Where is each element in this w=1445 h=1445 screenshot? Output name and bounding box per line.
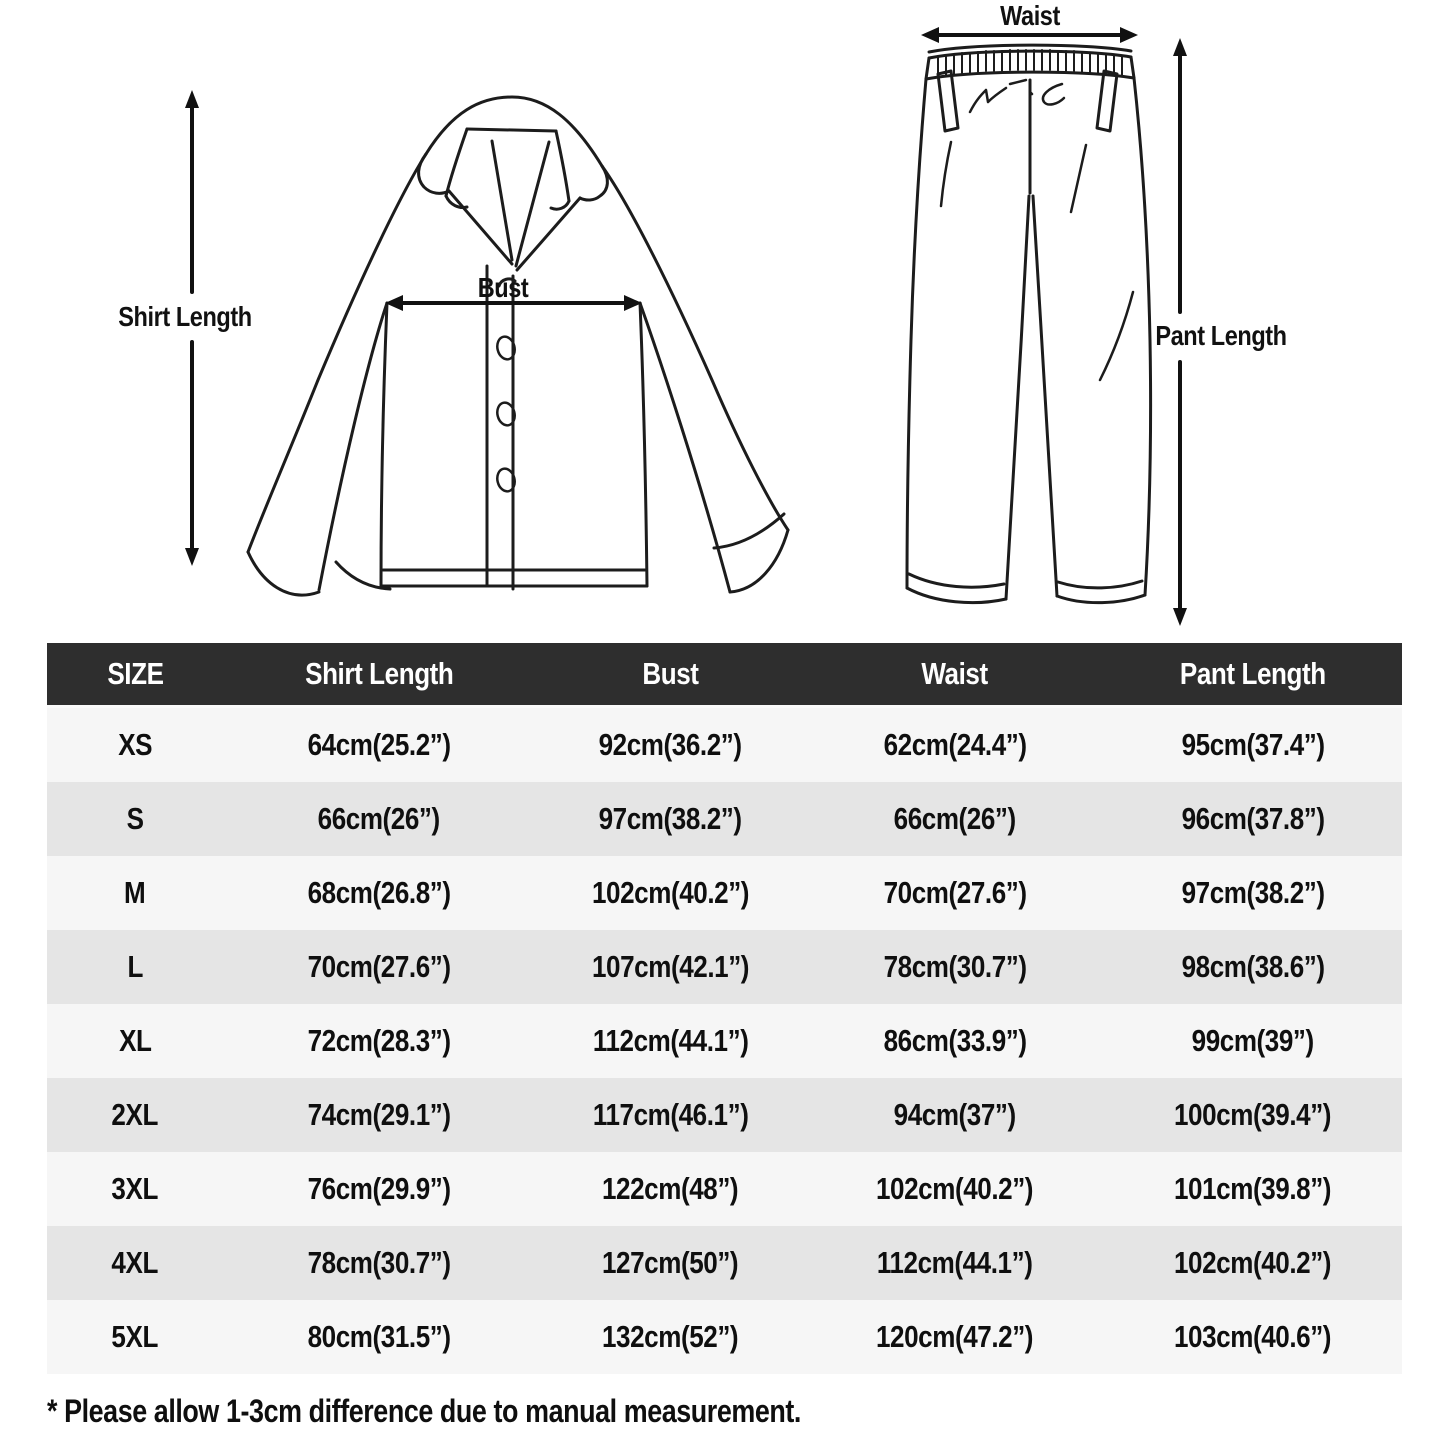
table-cell: 74cm(29.1”) — [307, 1097, 451, 1132]
header-row — [47, 643, 1402, 707]
table-row — [47, 1152, 1402, 1226]
table-cell: 102cm(40.2”) — [876, 1171, 1034, 1206]
column-header-shirt-length: Shirt Length — [223, 643, 535, 707]
size-table-header — [47, 643, 1402, 707]
table-cell: 3XL — [111, 1171, 159, 1206]
table-cell: 120cm(47.2”) — [876, 1319, 1034, 1354]
table-cell: XL — [118, 1023, 152, 1058]
table-cell: 96cm(37.8”) — [1181, 801, 1325, 836]
measurement-diagram — [0, 0, 1445, 643]
table-cell: 2XL — [111, 1097, 159, 1132]
table-cell: 66cm(26”) — [317, 801, 441, 836]
table-cell: L — [127, 949, 143, 984]
table-cell: 95cm(37.4”) — [1181, 727, 1325, 762]
table-row — [47, 856, 1402, 930]
table-cell: 122cm(48”) — [602, 1171, 739, 1206]
table-cell: 86cm(33.9”) — [883, 1023, 1027, 1058]
pajama-shirt-drawing — [248, 97, 788, 595]
table-cell: 98cm(38.6”) — [1181, 949, 1325, 984]
table-cell: 97cm(38.2”) — [598, 801, 742, 836]
table-cell: 4XL — [111, 1245, 159, 1280]
table-cell: 127cm(50”) — [602, 1245, 739, 1280]
table-cell: 102cm(40.2”) — [591, 875, 749, 910]
table-cell: 117cm(46.1”) — [592, 1097, 749, 1132]
column-header-size: SIZE — [47, 643, 223, 707]
shirt-length-label — [106, 301, 265, 333]
size-table — [47, 643, 1402, 1374]
table-cell: 78cm(30.7”) — [307, 1245, 451, 1280]
pajama-pants-drawing — [907, 45, 1151, 603]
column-header-pant-length: Pant Length — [1104, 643, 1402, 707]
waist-label — [994, 0, 1065, 32]
table-cell: XS — [118, 727, 153, 762]
table-cell: S — [126, 801, 144, 836]
table-cell: 76cm(29.9”) — [307, 1171, 451, 1206]
table-cell: 97cm(38.2”) — [1181, 875, 1325, 910]
table-cell: 94cm(37”) — [893, 1097, 1016, 1132]
table-cell: 132cm(52”) — [602, 1319, 739, 1354]
bust-label-text: Bust — [477, 272, 529, 303]
table-cell: 70cm(27.6”) — [883, 875, 1027, 910]
table-cell: 100cm(39.4”) — [1174, 1097, 1332, 1132]
table-cell: 107cm(42.1”) — [591, 949, 749, 984]
table-cell: 70cm(27.6”) — [307, 949, 451, 984]
column-header-bust: Bust — [535, 643, 806, 707]
measurement-footnote-text: * Please allow 1-3cm difference due to manual measurement. — [47, 1393, 801, 1429]
table-cell: 66cm(26”) — [893, 801, 1016, 836]
shirt-length-label-text: Shirt Length — [118, 301, 252, 332]
pant-length-label-text: Pant Length — [1155, 320, 1287, 351]
table-row — [47, 1300, 1402, 1374]
table-cell: 102cm(40.2”) — [1174, 1245, 1332, 1280]
table-cell: M — [124, 875, 146, 910]
table-row — [47, 930, 1402, 1004]
table-cell: 101cm(39.8”) — [1174, 1171, 1332, 1206]
table-row — [47, 1226, 1402, 1300]
table-row — [47, 1078, 1402, 1152]
table-cell: 78cm(30.7”) — [883, 949, 1027, 984]
table-cell: 103cm(40.6”) — [1174, 1319, 1332, 1354]
table-cell: 5XL — [111, 1319, 159, 1354]
table-cell: 68cm(26.8”) — [307, 875, 451, 910]
table-cell: 62cm(24.4”) — [883, 727, 1027, 762]
table-cell: 99cm(39”) — [1191, 1023, 1315, 1058]
bust-label — [473, 272, 533, 304]
column-header-waist: Waist — [806, 643, 1104, 707]
pant-length-label — [1143, 320, 1299, 352]
table-cell: 64cm(25.2”) — [307, 727, 451, 762]
table-cell: 72cm(28.3”) — [307, 1023, 451, 1058]
measurement-footnote — [47, 1393, 945, 1430]
size-table-body — [47, 707, 1402, 1375]
table-cell: 92cm(36.2”) — [598, 727, 742, 762]
waist-label-text: Waist — [1000, 0, 1060, 31]
table-cell: 80cm(31.5”) — [307, 1319, 451, 1354]
table-row — [47, 707, 1402, 783]
table-row — [47, 1004, 1402, 1078]
table-row — [47, 782, 1402, 856]
table-cell: 112cm(44.1”) — [592, 1023, 749, 1058]
table-cell: 112cm(44.1”) — [876, 1245, 1033, 1280]
